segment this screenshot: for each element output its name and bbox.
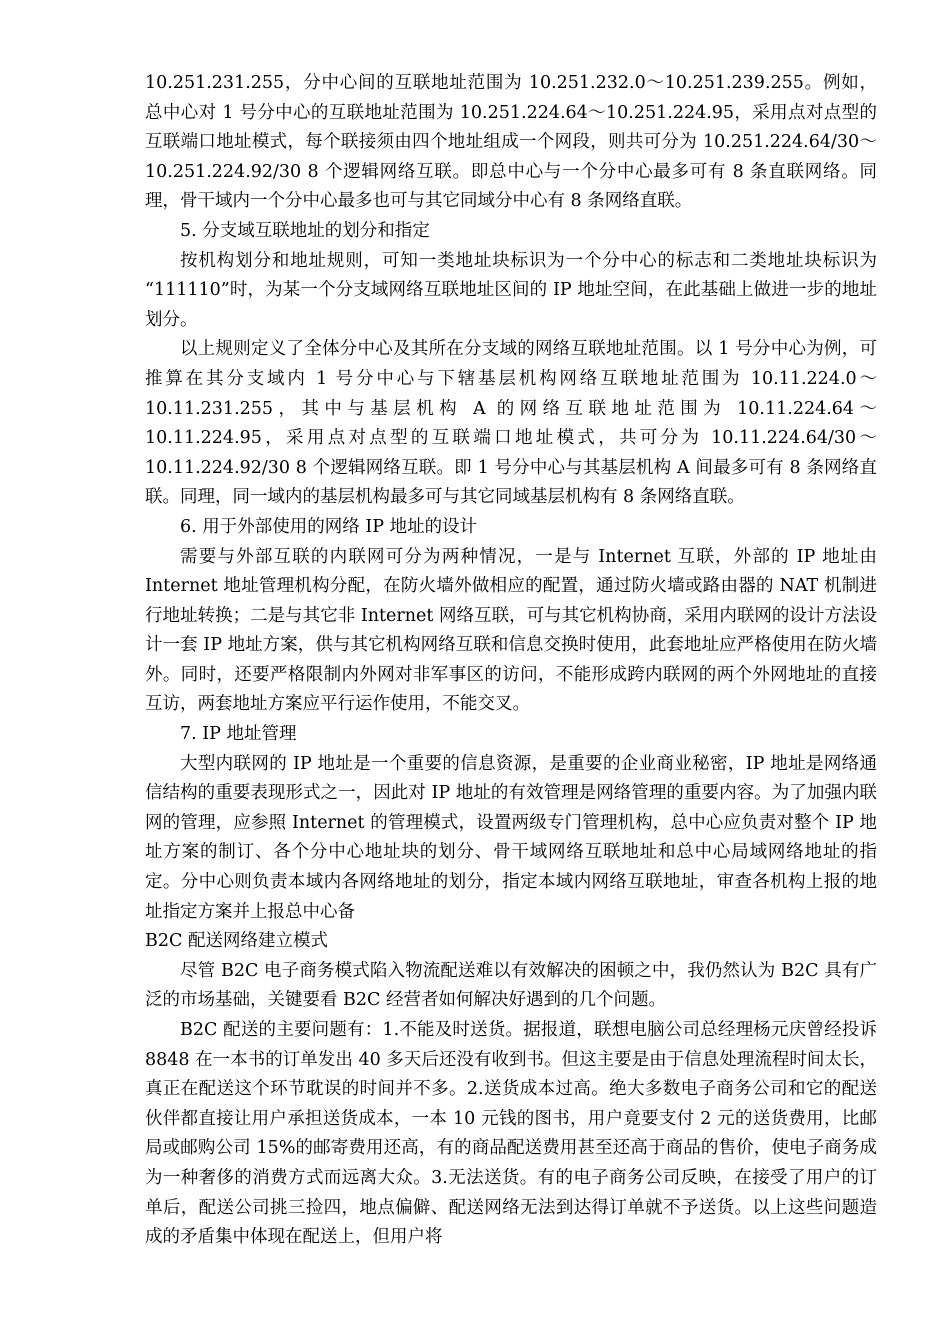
section-heading-5: 5. 分支域互联地址的划分和指定 <box>180 220 430 241</box>
paragraph-branch-example: 以上规则定义了全体分中心及其所在分支域的网络互联地址范围。以 1 号分中心为例，可推算在其分支域内 1 号分中心与下辖基层机构网络互联地址范围为 10.11.224.0～10.11.231.255，其中与基层机构 A 的网络互联地址范围为 10.11.224.64～10.11.224.95，采用点对点型的互联端口地址模式，共可分为 10.11.224.64/30～10.11.224.92/30 8 个逻辑网络互联。即 1 号分中心与其基层机构 A 间最多可有 8 条网络直联。同理，同一域内的基层机构最多可与其它同域基层机构有 8 条网络直联。 <box>145 339 877 508</box>
paragraph-branch-rule: 按机构划分和地址规则，可知一类地址块标识为一个分中心的标志和二类地址块标识为 “111110”时，为某一个分支域网络互联地址区间的 IP 地址空间，在此基础上做进一步的地址划分。 <box>145 250 877 330</box>
document-page <box>145 69 877 1253</box>
paragraph-external-ip: 需要与外部互联的内联网可分为两种情况，一是与 Internet 互联，外部的 IP 地址由 Internet 地址管理机构分配，在防火墙外做相应的配置，通过防火墙或路由器的 NAT 机制进行地址转换；二是与其它非 Internet 网络互联，可与其它机构协商，采用内联网的设计方法设计一套 IP 地址方案，供与其它机构网络互联和信息交换时使用，此套地址应严格使用在防火墙外。同时，还要严格限制内外网对非军事区的访问，不能形成跨内联网的两个外网地址的直接互访，两套地址方案应平行运作使用，不能交叉。 <box>145 546 877 715</box>
section-heading-6: 6. 用于外部使用的网络 IP 地址的设计 <box>180 516 478 537</box>
paragraph-ip-management: 大型内联网的 IP 地址是一个重要的信息资源，是重要的企业商业秘密，IP 地址是网络通信结构的重要表现形式之一，因此对 IP 地址的有效管理是网络管理的重要内容。为了加强内联网的管理，应参照 Internet 的管理模式，设置两级专门管理机构，总中心应负责对整个 IP 地址方案的制订、各个分中心地址块的划分、骨干域网络互联地址和总中心局域网络地址的指定。分中心则负责本域内各网络地址的划分，指定本域内网络互联地址，审查各机构上报的地址指定方案并上报总中心备 <box>145 753 877 922</box>
section-heading-7: 7. IP 地址管理 <box>180 724 297 745</box>
paragraph-backbone-interconnect: 10.251.231.255，分中心间的互联地址范围为 10.251.232.0～10.251.239.255。例如，总中心对 1 号分中心的互联地址范围为 10.251.224.64～10.251.224.95，采用点对点型的互联端口地址模式，每个联接须由四个地址组成一个网段，则共可分为 10.251.224.64/30～10.251.224.92/30 8 个逻辑网络互联。即总中心与一个分中心最多可有 8 条直联网络。同理，骨干域内一个分中心最多也可与其它同域分中心有 8 条网络直联。 <box>145 73 877 212</box>
section-heading-b2c: B2C 配送网络建立模式 <box>145 931 328 952</box>
paragraph-b2c-problems: B2C 配送的主要问题有：1.不能及时送货。据报道，联想电脑公司总经理杨元庆曾经投诉 8848 在一本书的订单发出 40 多天后还没有收到书。但这主要是由于信息处理流程时间太长，真正在配送这个环节耽误的时间并不多。2.送货成本过高。绝大多数电子商务公司和它的配送伙伴都直接让用户承担送货成本，一本 10 元钱的图书，用户竟要支付 2 元的送货费用，比邮局或邮购公司 15%的邮寄费用还高，有的商品配送费用甚至还高于商品的售价，使电子商务成为一种奢侈的消费方式而远离大众。3.无法送货。有的电子商务公司反映，在接受了用户的订单后，配送公司挑三捡四，地点偏僻、配送网络无法到达得订单就不予送货。以上这些问题造成的矛盾集中体现在配送上，但用户将 <box>145 1020 877 1248</box>
paragraph-b2c-intro: 尽管 B2C 电子商务模式陷入物流配送难以有效解决的困顿之中，我仍然认为 B2C 具有广泛的市场基础，关键要看 B2C 经营者如何解决好遇到的几个问题。 <box>145 960 877 1011</box>
